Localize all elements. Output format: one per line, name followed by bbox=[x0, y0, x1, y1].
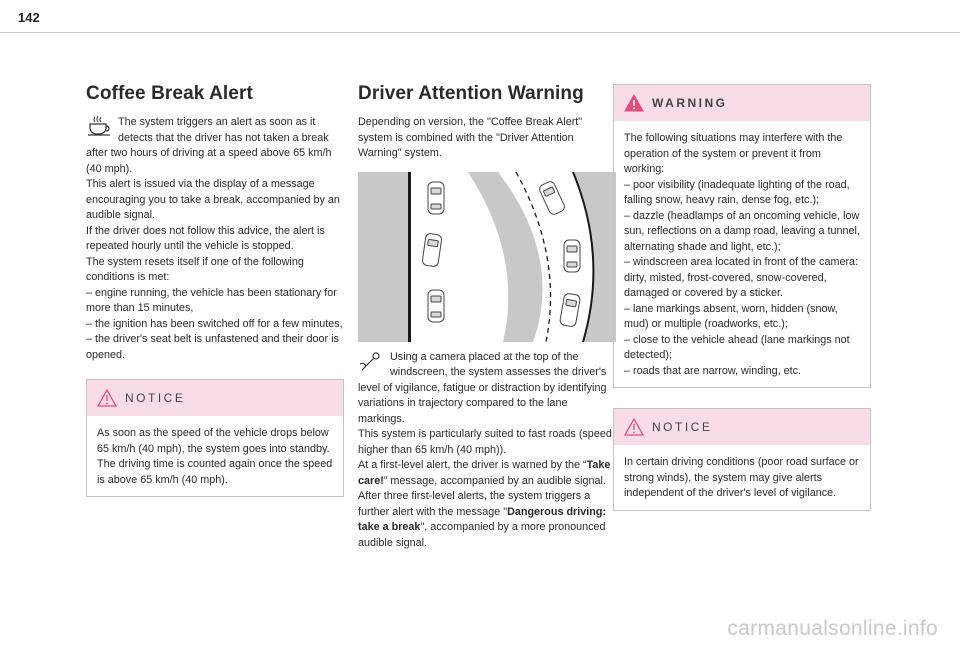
list-item: – close to the vehicle ahead (lane markings not detected); bbox=[624, 333, 850, 361]
section-body bbox=[358, 350, 616, 552]
list-item: – windscreen area located in front of the camera: dirty, misted, frost-covered, snow-covered, damaged or covered by a sticker. bbox=[624, 256, 859, 299]
warning-triangle-icon bbox=[97, 389, 117, 407]
cautions-column bbox=[613, 84, 871, 511]
warning-header bbox=[614, 85, 870, 121]
paragraph: If the driver does not follow this advice, the alert is repeated hourly until the vehicle is stopped. bbox=[86, 224, 325, 252]
paragraph-text: Using a camera placed at the top of the windscreen, the system assesses the driver's level of vigilance, fatigue or distraction by identifying variations in trajectory compared to the lane markings. bbox=[358, 350, 607, 425]
paragraph: This system is particularly suited to fast roads (speed higher than 65 km/h (40 mph)). bbox=[358, 428, 612, 456]
alert-message-dangerous-driving: Dangerous driving: take a break bbox=[358, 505, 607, 533]
watermark: carmanualsonline.info bbox=[727, 617, 938, 640]
notice-body bbox=[614, 445, 870, 510]
notice-header bbox=[614, 409, 870, 445]
coffee-break-section bbox=[86, 83, 344, 497]
section-body bbox=[358, 115, 616, 162]
lane-drift-illustration bbox=[358, 172, 616, 342]
warning-triangle-icon bbox=[624, 418, 644, 436]
paragraph: The driving time is counted again once the speed is above 65 km/h (40 mph). bbox=[97, 458, 333, 486]
paragraph: The system resets itself if one of the following conditions is met: bbox=[86, 255, 304, 283]
text-run: ", accompanied by a more pronounced audible signal. bbox=[358, 521, 606, 549]
warning-box bbox=[613, 84, 871, 388]
notice-label: NOTICE bbox=[652, 420, 713, 434]
paragraph bbox=[358, 350, 616, 428]
notice-label: NOTICE bbox=[125, 391, 186, 405]
notice-box bbox=[86, 379, 344, 497]
alert-message-take-care: Take care! bbox=[358, 459, 611, 487]
notice-header bbox=[87, 380, 343, 416]
list-item: – the ignition has been switched off for a few minutes, bbox=[86, 317, 343, 330]
paragraph-text: The system triggers an alert as soon as it detects that the driver has not taken a break after two hours of driving at a speed above 65 km/h (40 mph). bbox=[86, 116, 332, 175]
text-run: After three first-level alerts, the system triggers a further alert with the message " bbox=[358, 490, 591, 518]
list-item: – lane markings absent, worn, hidden (snow, mud) or multiple (roadworks, etc.); bbox=[624, 302, 838, 330]
paragraph: Depending on version, the "Coffee Break Alert" system is combined with the "Driver Attention Warning" system. bbox=[358, 116, 583, 159]
paragraph: In certain driving conditions (poor road surface or strong winds), the system may give alerts independent of the driver's level of vigilance. bbox=[624, 456, 859, 499]
section-title: Driver Attention Warning bbox=[358, 83, 584, 104]
warning-label: WARNING bbox=[652, 96, 728, 110]
list-item: – roads that are narrow, winding, etc. bbox=[624, 364, 802, 377]
paragraph bbox=[86, 115, 344, 177]
coffee-cup-icon bbox=[86, 115, 116, 137]
warning-triangle-icon bbox=[624, 94, 644, 112]
section-body bbox=[86, 115, 344, 363]
list-item: – the driver's seat belt is unfastened and their door is opened. bbox=[86, 333, 339, 361]
notice-box bbox=[613, 408, 871, 511]
warning-body bbox=[614, 121, 870, 387]
section-title: Coffee Break Alert bbox=[86, 83, 253, 104]
text-run: ” message, accompanied by an audible signal. bbox=[383, 474, 606, 487]
camera-icon bbox=[358, 350, 388, 372]
driver-attention-section bbox=[358, 83, 616, 551]
text-run: At a first-level alert, the driver is warned by the “ bbox=[358, 459, 587, 471]
paragraph: The following situations may interfere with the operation of the system or prevent it from working: bbox=[624, 132, 843, 175]
header-rule bbox=[0, 32, 960, 33]
page-number: 142 bbox=[18, 10, 40, 25]
list-item: – engine running, the vehicle has been stationary for more than 15 minutes, bbox=[86, 286, 337, 314]
paragraph bbox=[358, 458, 616, 489]
paragraph: This alert is issued via the display of a message encouraging you to take a break, accompanied by an audible signal. bbox=[86, 178, 340, 221]
paragraph: As soon as the speed of the vehicle drops below 65 km/h (40 mph), the system goes into standby. bbox=[97, 427, 330, 455]
list-item: – poor visibility (inadequate lighting of the road, falling snow, heavy rain, dense fog, etc.); bbox=[624, 178, 850, 206]
notice-body bbox=[87, 416, 343, 496]
paragraph bbox=[358, 489, 616, 551]
list-item: – dazzle (headlamps of an oncoming vehicle, low sun, reflections on a damp road, leaving a tunnel, alternating shade and light, etc.); bbox=[624, 209, 860, 253]
